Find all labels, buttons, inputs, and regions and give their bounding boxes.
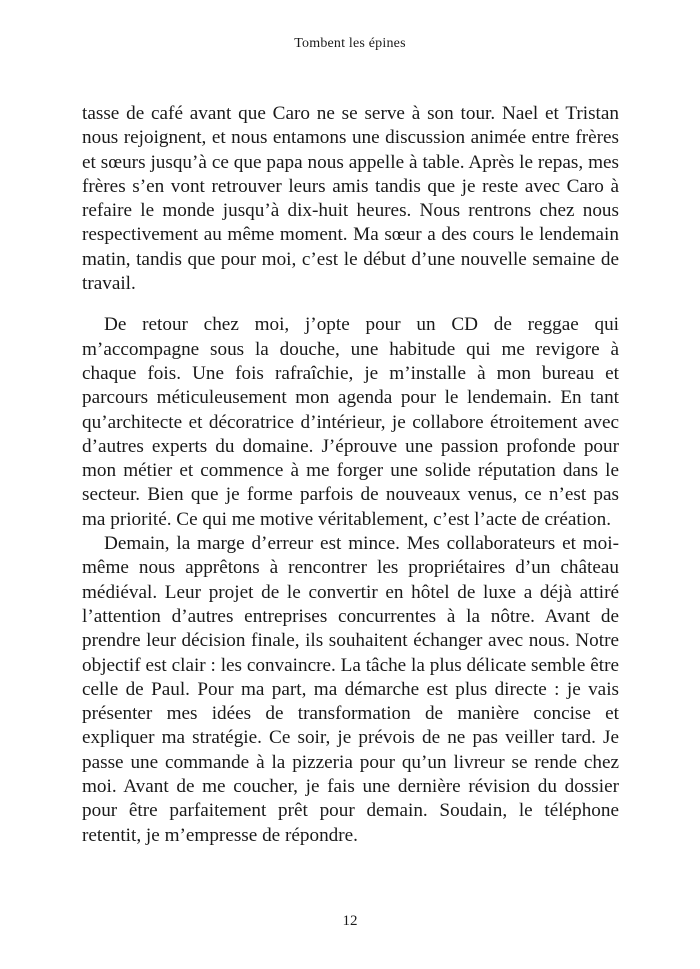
page-number: 12 xyxy=(342,913,358,929)
paragraph: Demain, la marge d’erreur est mince. Mes collaborateurs et moi-même nous apprêtons à rencontrer les propriétaires d’un château médiéval. Leur projet de le convertir en hôtel de luxe a déjà attiré l’attention d’autres entreprises concurrentes à la nôtre. Avant de prendre leur décision finale, ils souhaitent échanger avec nous. Notre objectif est clair : les convaincre. La tâche la plus délicate semble être celle de Paul. Pour ma part, ma démarche est plus directe : je vais présenter mes idées de transformation de manière concise et expliquer ma stratégie. Ce soir, je prévois de ne pas veiller tard. Je passe une commande à la pizzeria pour qu’un livreur se rende chez moi. Avant de me coucher, je fais une dernière révision du dossier pour être parfaitement prêt pour demain. Soudain, le téléphone retentit, je m’empresse de répondre. xyxy=(82,533,619,846)
paragraph: tasse de café avant que Caro ne se serve à son tour. Nael et Tristan nous rejoignent, et nous entamons une discussion animée entre frères et sœurs jusqu’à ce que papa nous appelle à table. Après le repas, mes frères s’en vont retrouver leurs amis tandis que je reste avec Caro à refaire le monde jusqu’à dix-huit heures. Nous rentrons chez nous respectivement au même moment. Ma sœur a des cours le lendemain matin, tandis que pour moi, c’est le début d’une nouvelle semaine de travail. xyxy=(82,103,619,295)
body-text xyxy=(82,102,619,848)
paragraph: De retour chez moi, j’opte pour un CD de reggae qui m’accompagne sous la douche, une habitude qui me revigore à chaque fois. Une fois rafraîchie, je m’installe à mon bureau et parcours méticuleusement mon agenda pour le lendemain. En tant qu’architecte et décoratrice d’intérieur, je collabore étroitement avec d’autres experts du domaine. J’éprouve une passion profonde pour mon métier et commence à me forger une solide réputation dans le secteur. Bien que je forme parfois de nouveaux venus, ce n’est pas ma priorité. Ce qui me motive véritablement, c’est l’acte de création. xyxy=(82,314,619,530)
running-head: Tombent les épines xyxy=(294,36,406,51)
